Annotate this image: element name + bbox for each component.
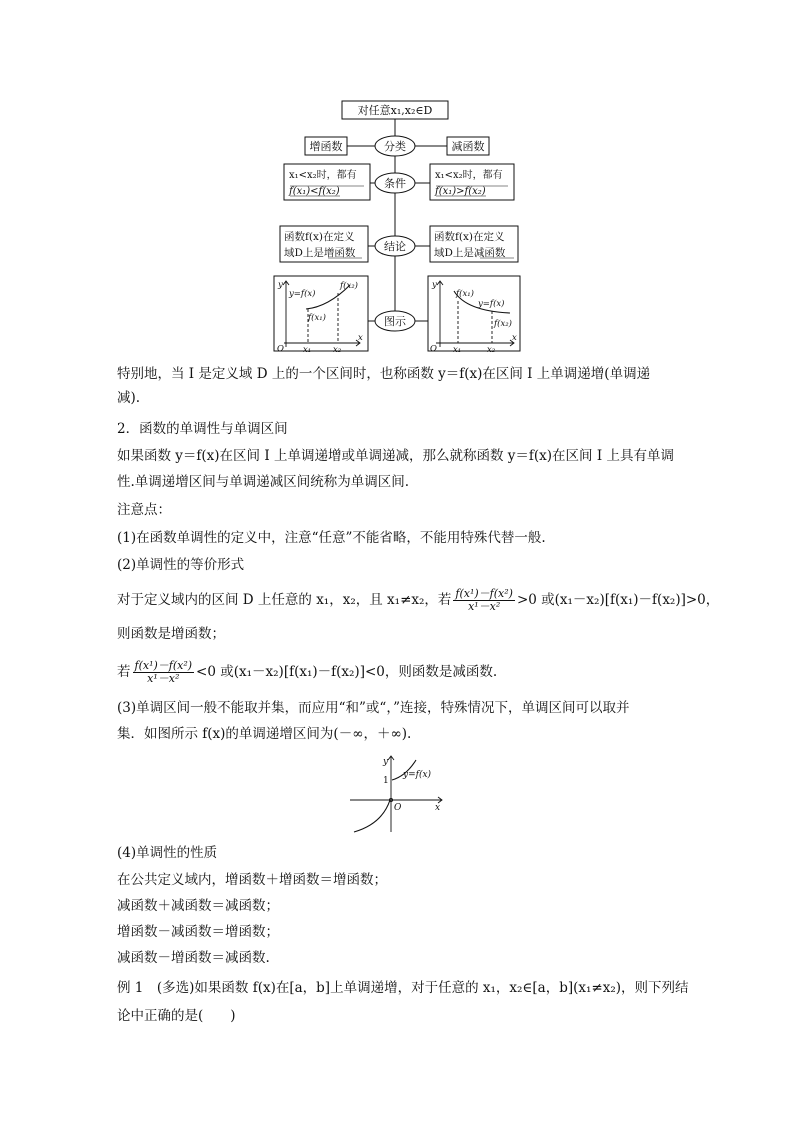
lg-y: y: [278, 280, 283, 290]
sg-x: x: [435, 803, 441, 813]
top-box-label: 对任意x₁,x₂∈D: [357, 104, 433, 117]
node-graph: 图示: [384, 315, 406, 328]
example-1-line2: 论中正确的是( ): [117, 1008, 236, 1024]
eq2-fraction: [133, 660, 195, 685]
monotonicity-concept-diagram: [270, 95, 530, 357]
notes-title: 注意点：: [117, 502, 171, 518]
rg-x2: x₂: [487, 345, 496, 355]
sg-origin: O: [394, 803, 402, 813]
rg-x: x: [512, 333, 517, 343]
rg-p1: f(x₁): [456, 289, 474, 299]
eq2-denominator: x¹－x²: [147, 672, 180, 685]
equivalent-form-increasing: [117, 588, 719, 613]
eq1-denominator: x¹－x²: [468, 600, 501, 613]
lg-origin: O: [277, 344, 284, 354]
note-3-line2: 集．如图所示 f(x)的单调递增区间为(－∞，＋∞).: [117, 726, 412, 742]
rg-p2: f(x₂): [494, 319, 512, 329]
lg-x2: x₂: [333, 345, 342, 355]
property-2: 减函数＋减函数＝减函数；: [117, 898, 279, 914]
eq1-post: >0 或(x₁－x₂)[f(x₁)－f(x₂)]>0，: [516, 592, 720, 608]
lg-p2: f(x₂): [340, 281, 358, 291]
node-condition: 条件: [384, 177, 406, 190]
eq2-numerator: f(x¹)－f(x²): [134, 659, 193, 672]
eq1-fraction: [453, 588, 515, 613]
note-3-line1: (3)单调区间一般不能取并集，而应用“和”或“，”连接，特殊情况下，单调区间可以取并: [117, 700, 630, 716]
rg-y: y: [432, 280, 437, 290]
rg-curve: y=f(x): [478, 299, 505, 309]
section-heading-2: 2．函数的单调性与单调区间: [117, 421, 288, 437]
sg-curve: y=f(x): [403, 770, 432, 780]
left-conclusion-1: 函数f(x)在定义: [284, 231, 355, 243]
note-2: (2)单调性的等价形式: [117, 557, 245, 573]
left-condition-2: f(x₁)<f(x₂): [289, 186, 340, 197]
right-condition-1: x₁<x₂时，都有: [435, 170, 503, 181]
definition-line1: 如果函数 y＝f(x)在区间 I 上单调递增或单调递减，那么就称函数 y＝f(x)在区间 I 上具有单调: [117, 448, 674, 464]
right-conclusion-1: 函数f(x)在定义: [434, 231, 505, 243]
lg-p1: f(x₁): [308, 313, 326, 323]
note-1: (1)在函数单调性的定义中，注意“任意”不能省略，不能用特殊代替一般.: [117, 530, 546, 546]
node-classify: 分类: [384, 140, 406, 153]
property-3: 增函数－减函数＝增函数；: [117, 924, 279, 940]
special-note-line1: 特别地，当 I 是定义域 D 上的一个区间时，也称函数 y＝f(x)在区间 I 上单调递增(单调递: [117, 366, 651, 382]
eq2-post: <0 或(x₁－x₂)[f(x₁)－f(x₂)]<0，则函数是减函数.: [196, 664, 498, 680]
right-type: 减函数: [451, 140, 485, 153]
right-condition-2: f(x₁)>f(x₂): [435, 186, 486, 197]
eq1-pre: 对于定义域内的区间 D 上任意的 x₁，x₂，且 x₁≠x₂，若: [117, 592, 452, 608]
special-note-line2: 减).: [117, 390, 141, 406]
lg-x1: x₁: [303, 345, 312, 355]
left-condition-1: x₁<x₂时，都有: [289, 170, 357, 181]
example-1-line1: 例 1 (多选)如果函数 f(x)在[a，b]上单调递增，对于任意的 x₁，x₂∈[a，b](x₁≠x₂)，则下列结: [117, 980, 689, 996]
union-interval-graph: [346, 752, 450, 836]
sg-one: 1: [383, 776, 389, 786]
left-conclusion-2: 域D上是增函数: [284, 247, 356, 259]
definition-line2: 性.单调递增区间与单调递减区间统称为单调区间.: [117, 474, 410, 490]
lg-curve: y=f(x): [289, 289, 316, 299]
lg-x: x: [358, 333, 363, 343]
property-4: 减函数－增函数＝减函数.: [117, 950, 270, 966]
eq1-tail: 则函数是增函数；: [117, 626, 225, 642]
eq1-numerator: f(x¹)－f(x²): [455, 587, 513, 600]
note-4: (4)单调性的性质: [117, 845, 218, 861]
node-conclusion: 结论: [384, 240, 406, 253]
rg-x1: x₁: [453, 345, 462, 355]
left-type: 增函数: [309, 140, 343, 153]
property-1: 在公共定义域内，增函数＋增函数＝增函数；: [117, 872, 387, 888]
sg-y: y: [383, 757, 389, 767]
rg-origin: O: [430, 344, 437, 354]
eq2-pre: 若: [117, 664, 131, 680]
decreasing-graph: [436, 281, 514, 347]
right-conclusion-2: 域D上是减函数: [434, 247, 506, 259]
equivalent-form-decreasing: [117, 660, 497, 685]
